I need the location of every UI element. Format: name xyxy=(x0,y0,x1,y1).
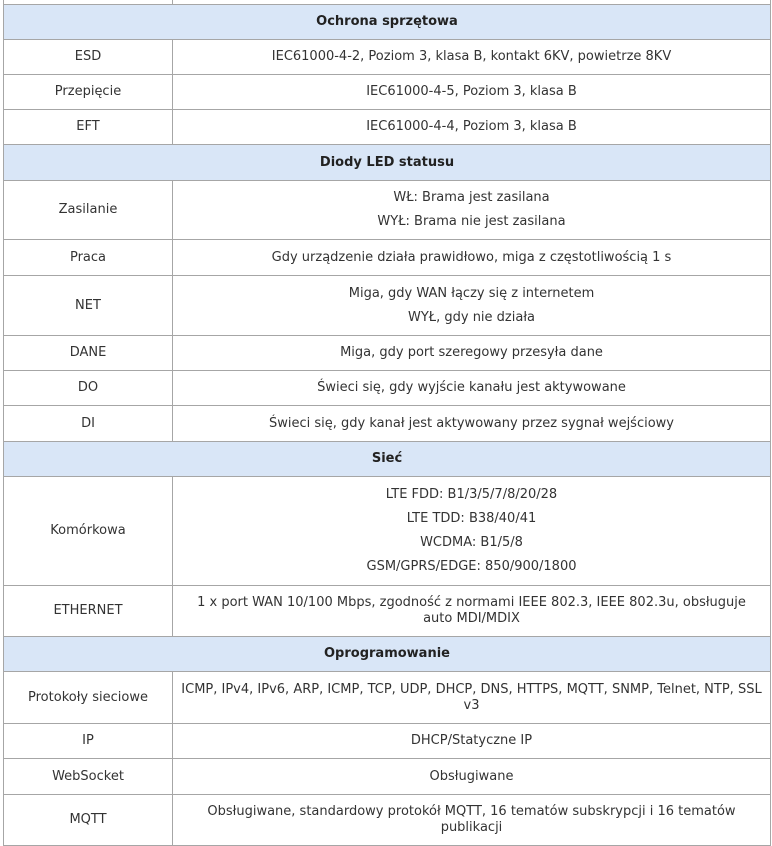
row-value xyxy=(173,724,771,759)
value-line: Miga, gdy port szeregowy przesyła dane xyxy=(340,345,603,360)
table-row xyxy=(4,276,771,336)
row-value xyxy=(173,371,771,406)
table-row xyxy=(4,40,771,75)
value-line: LTE TDD: B38/40/41 xyxy=(406,511,537,526)
row-label: DANE xyxy=(4,336,173,371)
row-label: NET xyxy=(4,276,173,336)
section-title: Diody LED statusu xyxy=(4,145,771,181)
value-line: WYŁ, gdy nie działa xyxy=(408,309,535,325)
row-label: IP xyxy=(4,724,173,759)
table-row xyxy=(4,795,771,846)
row-label: Protokoły sieciowe xyxy=(4,672,173,724)
row-value xyxy=(173,759,771,795)
table-row xyxy=(4,586,771,637)
table-row xyxy=(4,181,771,240)
section-header-ochrona xyxy=(4,5,771,40)
value-line: Świeci się, gdy kanał jest aktywowany przez sygnał wejściowy xyxy=(269,415,674,431)
table-row xyxy=(4,759,771,795)
row-value xyxy=(173,586,771,637)
section-header-diody xyxy=(4,145,771,181)
row-value xyxy=(173,276,771,336)
row-value xyxy=(173,75,771,110)
row-value xyxy=(173,672,771,724)
row-value xyxy=(173,406,771,442)
row-label: Komórkowa xyxy=(4,477,173,586)
row-label: Przepięcie xyxy=(4,75,173,110)
section-header-oprogramowanie xyxy=(4,637,771,672)
row-value xyxy=(173,336,771,371)
table-row xyxy=(4,672,771,724)
value-line: Miga, gdy WAN łączy się z internetem xyxy=(348,285,595,301)
row-value xyxy=(173,40,771,75)
value-line: ICMP, IPv4, IPv6, ARP, ICMP, TCP, UDP, DHCP, DNS, HTTPS, MQTT, SNMP, Telnet, NTP, SSL v3 xyxy=(181,681,762,713)
row-value xyxy=(173,181,771,240)
section-title: Oprogramowanie xyxy=(4,637,771,672)
table-row xyxy=(4,406,771,442)
row-label: Praca xyxy=(4,240,173,276)
section-title: Sieć xyxy=(4,442,771,477)
row-value xyxy=(173,795,771,846)
value-line: GSM/GPRS/EDGE: 850/900/1800 xyxy=(366,559,577,574)
section-header-siec xyxy=(4,442,771,477)
row-label: ETHERNET xyxy=(4,586,173,637)
value-line: DHCP/Statyczne IP xyxy=(410,733,533,748)
row-label: ESD xyxy=(4,40,173,75)
value-line: IEC61000-4-2, Poziom 3, klasa B, kontakt 6KV, powietrze 8KV xyxy=(271,49,672,64)
table-row xyxy=(4,724,771,759)
table-row xyxy=(4,477,771,586)
row-label: DI xyxy=(4,406,173,442)
value-line: WYŁ: Brama nie jest zasilana xyxy=(377,214,566,229)
row-label: MQTT xyxy=(4,795,173,846)
row-value xyxy=(173,477,771,586)
value-line: Gdy urządzenie działa prawidłowo, miga z częstotliwością 1 s xyxy=(271,249,672,265)
table-row xyxy=(4,371,771,406)
row-label: DO xyxy=(4,371,173,406)
value-line: Obsługiwane, standardowy protokół MQTT, 16 tematów subskrypcji i 16 tematów publikacji xyxy=(207,804,736,835)
table-row xyxy=(4,110,771,145)
row-label: WebSocket xyxy=(4,759,173,795)
value-line: Obsługiwane xyxy=(429,768,514,784)
spec-table xyxy=(3,0,771,846)
value-line: LTE FDD: B1/3/5/7/8/20/28 xyxy=(385,487,558,502)
value-line: WŁ: Brama jest zasilana xyxy=(393,190,550,205)
value-line: Świeci się, gdy wyjście kanału jest aktywowane xyxy=(317,380,626,395)
value-line: IEC61000-4-4, Poziom 3, klasa B xyxy=(366,119,577,134)
row-value xyxy=(173,110,771,145)
table-row xyxy=(4,336,771,371)
row-label: Zasilanie xyxy=(4,181,173,240)
row-label: EFT xyxy=(4,110,173,145)
value-line: WCDMA: B1/5/8 xyxy=(420,535,523,550)
section-title: Ochrona sprzętowa xyxy=(4,5,771,40)
value-line: 1 x port WAN 10/100 Mbps, zgodność z normami IEEE 802.3, IEEE 802.3u, obsługuje auto MDI/MDIX xyxy=(197,595,746,626)
table-row xyxy=(4,75,771,110)
row-value xyxy=(173,240,771,276)
table-row xyxy=(4,240,771,276)
value-line: IEC61000-4-5, Poziom 3, klasa B xyxy=(366,84,577,99)
